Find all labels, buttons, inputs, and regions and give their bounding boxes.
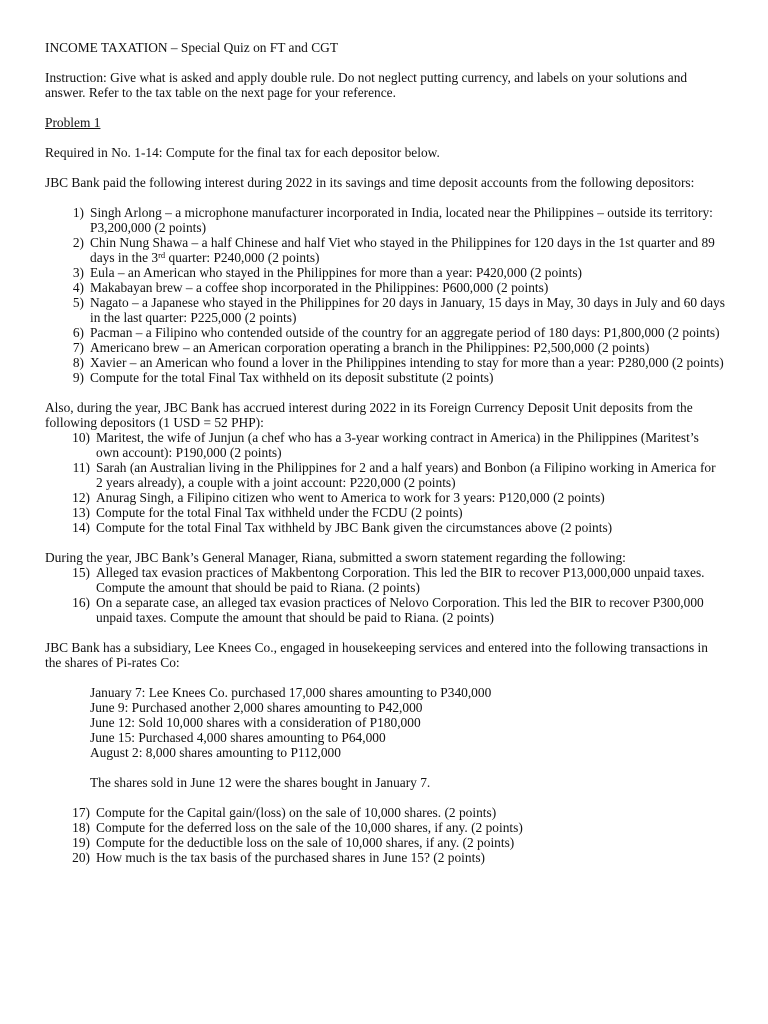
- list-item: [67, 805, 725, 820]
- transaction-list: [45, 685, 725, 790]
- transaction-line: June 9: Purchased another 2,000 shares amounting to P42,000: [90, 700, 423, 715]
- item-text: Americano brew – an American corporation operating a branch in the Philippines: P2,500,000 (2 points): [90, 340, 650, 355]
- transaction-line: January 7: Lee Knees Co. purchased 17,000 shares amounting to P340,000: [90, 685, 492, 700]
- list-item: [67, 595, 725, 625]
- item-number: 9): [72, 370, 84, 385]
- item-text: Compute for the deferred loss on the sale of the 10,000 shares, if any. (2 points): [96, 820, 523, 835]
- transaction-line: August 2: 8,000 shares amounting to P112,000: [90, 745, 341, 760]
- list-item: [67, 205, 725, 235]
- list-item: [67, 325, 725, 340]
- item-number: 11): [72, 460, 90, 475]
- item-number: 3): [72, 265, 84, 280]
- item-text-part: quarter: P240,000 (2 points): [165, 250, 320, 265]
- list-item: [67, 835, 725, 850]
- document-title: INCOME TAXATION – Special Quiz on FT and CGT: [45, 40, 338, 55]
- quiz-document: [45, 40, 725, 865]
- list-item: [67, 820, 725, 835]
- list-item: [67, 490, 725, 505]
- item-number: 5): [72, 295, 84, 310]
- item-text: [84, 235, 725, 265]
- item-number: 16): [72, 595, 90, 610]
- list-item: [67, 265, 725, 280]
- item-number: 19): [72, 835, 90, 850]
- item-number: 17): [72, 805, 90, 820]
- item-number: 2): [72, 235, 84, 250]
- required-text: Required in No. 1-14: Compute for the final tax for each depositor below.: [45, 145, 440, 160]
- item-number: 15): [72, 565, 90, 580]
- item-number: 13): [72, 505, 90, 520]
- item-text: Nagato – a Japanese who stayed in the Philippines for 20 days in January, 15 days in May, 30 days in July and 60 days in the last quarter: P225,000 (2 points): [90, 295, 725, 325]
- item-number: 1): [72, 205, 84, 220]
- item-text: Anurag Singh, a Filipino citizen who went to America to work for 3 years: P120,000 (2 points): [96, 490, 605, 505]
- item-number: 20): [72, 850, 90, 865]
- item-number: 8): [72, 355, 84, 370]
- item-number: 18): [72, 820, 90, 835]
- list-item: [67, 340, 725, 355]
- shares-note: The shares sold in June 12 were the shares bought in January 7.: [90, 775, 431, 790]
- item-text: Singh Arlong – a microphone manufacturer incorporated in India, located near the Philippines – outside its territory: P3,200,000 (2 points): [90, 205, 713, 235]
- list-item: [67, 235, 725, 265]
- instruction-text: Instruction: Give what is asked and apply double rule. Do not neglect putting currency, and labels on your solutions and answer. Refer to the tax table on the next page for your reference.: [45, 70, 688, 100]
- list-item: [67, 280, 725, 295]
- item-text: On a separate case, an alleged tax evasion practices of Nelovo Corporation. This led the BIR to recover P300,000 unpaid taxes. Compute the amount that should be paid to Riana. (2 points): [96, 595, 704, 625]
- list-item: [67, 460, 725, 490]
- list-item: [67, 430, 725, 460]
- list-item: [67, 370, 725, 385]
- transaction-line: June 12: Sold 10,000 shares with a consideration of P180,000: [90, 715, 421, 730]
- item-text: Maritest, the wife of Junjun (a chef who has a 3-year working contract in America) in the Philippines (Maritest’s own account): P190,000 (2 points): [96, 430, 699, 460]
- item-text: Compute for the total Final Tax withheld under the FCDU (2 points): [96, 505, 463, 520]
- list-item: [67, 850, 725, 865]
- intro-subsidiary-transactions: JBC Bank has a subsidiary, Lee Knees Co., engaged in housekeeping services and entered into the following transactions in the shares of Pi-rates Co:: [45, 640, 708, 670]
- problem-heading: Problem 1: [45, 115, 101, 130]
- item-text: How much is the tax basis of the purchased shares in June 15? (2 points): [96, 850, 485, 865]
- fcdu-depositor-list: [45, 430, 725, 535]
- intro-fcdu-deposits: Also, during the year, JBC Bank has accrued interest during 2022 in its Foreign Currency Deposit Unit deposits from the following depositors (1 USD = 52 PHP):: [45, 400, 693, 430]
- item-number: 12): [72, 490, 90, 505]
- item-text: Eula – an American who stayed in the Philippines for more than a year: P420,000 (2 points): [90, 265, 583, 280]
- item-text: Alleged tax evasion practices of Makbentong Corporation. This led the BIR to recover P13,000,000 unpaid taxes. Compute the amount that should be paid to Riana. (2 points): [96, 565, 705, 595]
- item-number: 14): [72, 520, 90, 535]
- informer-reward-list: [45, 565, 725, 625]
- capital-gains-question-list: [45, 805, 725, 865]
- item-text: Makabayan brew – a coffee shop incorporated in the Philippines: P600,000 (2 points): [90, 280, 549, 295]
- list-item: [67, 295, 725, 325]
- item-text: Xavier – an American who found a lover in the Philippines intending to stay for more than a year: P280,000 (2 points): [90, 355, 724, 370]
- list-item: [67, 565, 725, 595]
- list-item: [67, 505, 725, 520]
- intro-savings-deposits: JBC Bank paid the following interest during 2022 in its savings and time deposit accounts from the following depositors:: [45, 175, 695, 190]
- item-text: Compute for the total Final Tax withheld by JBC Bank given the circumstances above (2 points): [96, 520, 613, 535]
- item-number: 6): [72, 325, 84, 340]
- intro-sworn-statement: During the year, JBC Bank’s General Manager, Riana, submitted a sworn statement regarding the following:: [45, 550, 626, 565]
- item-text: Compute for the deductible loss on the sale of 10,000 shares, if any. (2 points): [96, 835, 515, 850]
- item-text-part: Chin Nung Shawa – a half Chinese and half Viet who stayed in the Philippines for 120 days in the 1st quarter and 89 days in the 3: [90, 235, 715, 265]
- ordinal-superscript: rd: [158, 250, 166, 260]
- item-text: Compute for the total Final Tax withheld on its deposit substitute (2 points): [90, 370, 494, 385]
- item-number: 10): [72, 430, 90, 445]
- list-item: [67, 520, 725, 535]
- list-item: [67, 355, 725, 370]
- transaction-line: June 15: Purchased 4,000 shares amounting to P64,000: [90, 730, 386, 745]
- item-text: Sarah (an Australian living in the Philippines for 2 and a half years) and Bonbon (a Filipino working in America for 2 years already), a couple with a joint account: P220,000 (2 points): [96, 460, 716, 490]
- item-number: 7): [72, 340, 84, 355]
- item-number: 4): [72, 280, 84, 295]
- item-text: Pacman – a Filipino who contended outside of the country for an aggregate period of 180 days: P1,800,000 (2 points): [90, 325, 720, 340]
- item-text: Compute for the Capital gain/(loss) on the sale of 10,000 shares. (2 points): [96, 805, 497, 820]
- depositor-list: [45, 205, 725, 385]
